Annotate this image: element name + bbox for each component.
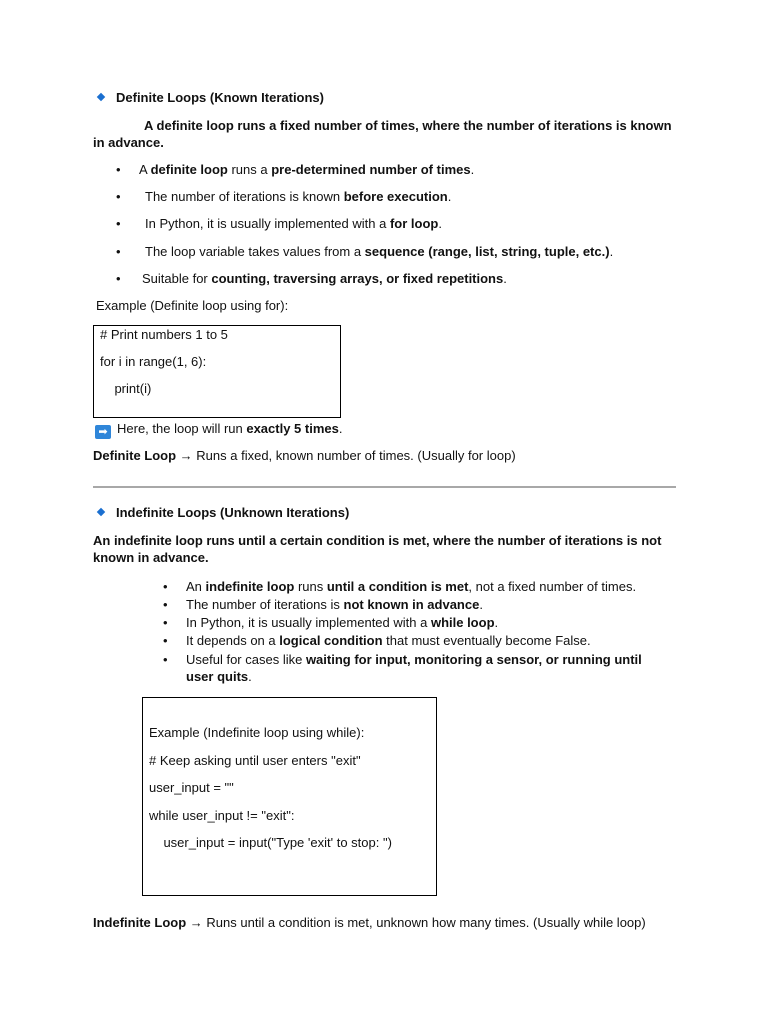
section2-heading: Indefinite Loops (Unknown Iterations): [98, 505, 349, 520]
code-line: user_input = "": [149, 780, 234, 795]
code-block: [142, 697, 437, 896]
section1-intro: A definite loop runs a fixed number of times, where the number of iterations is known in advance.: [93, 118, 672, 150]
definite-summary: Definite Loop → Runs a fixed, known number of times. (Usually for loop): [93, 448, 516, 463]
diamond-bullet-icon: [97, 508, 105, 516]
list-item: • The loop variable takes values from a sequence (range, list, string, tuple, etc.).: [116, 244, 614, 259]
section2-intro: An indefinite loop runs until a certain condition is met, where the number of iterations is not known in advance.: [93, 533, 662, 565]
list-item: • In Python, it is usually implemented with a for loop.: [116, 216, 442, 231]
list-item: • The number of iterations is not known in advance.: [163, 597, 483, 612]
example-label: Example (Definite loop using for):: [96, 298, 289, 313]
list-item: • In Python, it is usually implemented with a while loop.: [163, 615, 499, 630]
section1-heading: Definite Loops (Known Iterations): [98, 90, 324, 105]
code-line: while user_input != "exit":: [149, 808, 295, 823]
arrow-icon: →: [179, 448, 193, 463]
loop-note: ➡ Here, the loop will run exactly 5 times.: [95, 421, 342, 439]
list-item: • It depends on a logical condition that must eventually become False.: [163, 633, 591, 648]
divider: [93, 486, 676, 488]
list-item: • Suitable for counting, traversing arrays, or fixed repetitions.: [116, 271, 507, 286]
list-item: • A definite loop runs a pre-determined number of times.: [116, 162, 475, 177]
code-line: # Keep asking until user enters "exit": [149, 753, 361, 768]
indefinite-summary: Indefinite Loop → Runs until a condition is met, unknown how many times. (Usually while loop): [93, 915, 646, 930]
code-line: Example (Indefinite loop using while):: [149, 725, 365, 740]
code-line: print(i): [100, 381, 152, 396]
code-line: user_input = input("Type 'exit' to stop: "): [149, 835, 392, 850]
code-block: [93, 325, 341, 418]
diamond-bullet-icon: [97, 93, 105, 101]
list-item: • An indefinite loop runs until a condition is met, not a fixed number of times.: [163, 579, 637, 594]
code-line: for i in range(1, 6):: [100, 354, 207, 369]
arrow-icon: →: [189, 915, 203, 930]
code-line: # Print numbers 1 to 5: [100, 327, 228, 342]
right-arrow-icon: ➡: [95, 425, 111, 439]
list-item: • Useful for cases like waiting for input, monitoring a sensor, or running until user quits.: [163, 652, 642, 684]
list-item: • The number of iterations is known before execution.: [116, 189, 452, 204]
